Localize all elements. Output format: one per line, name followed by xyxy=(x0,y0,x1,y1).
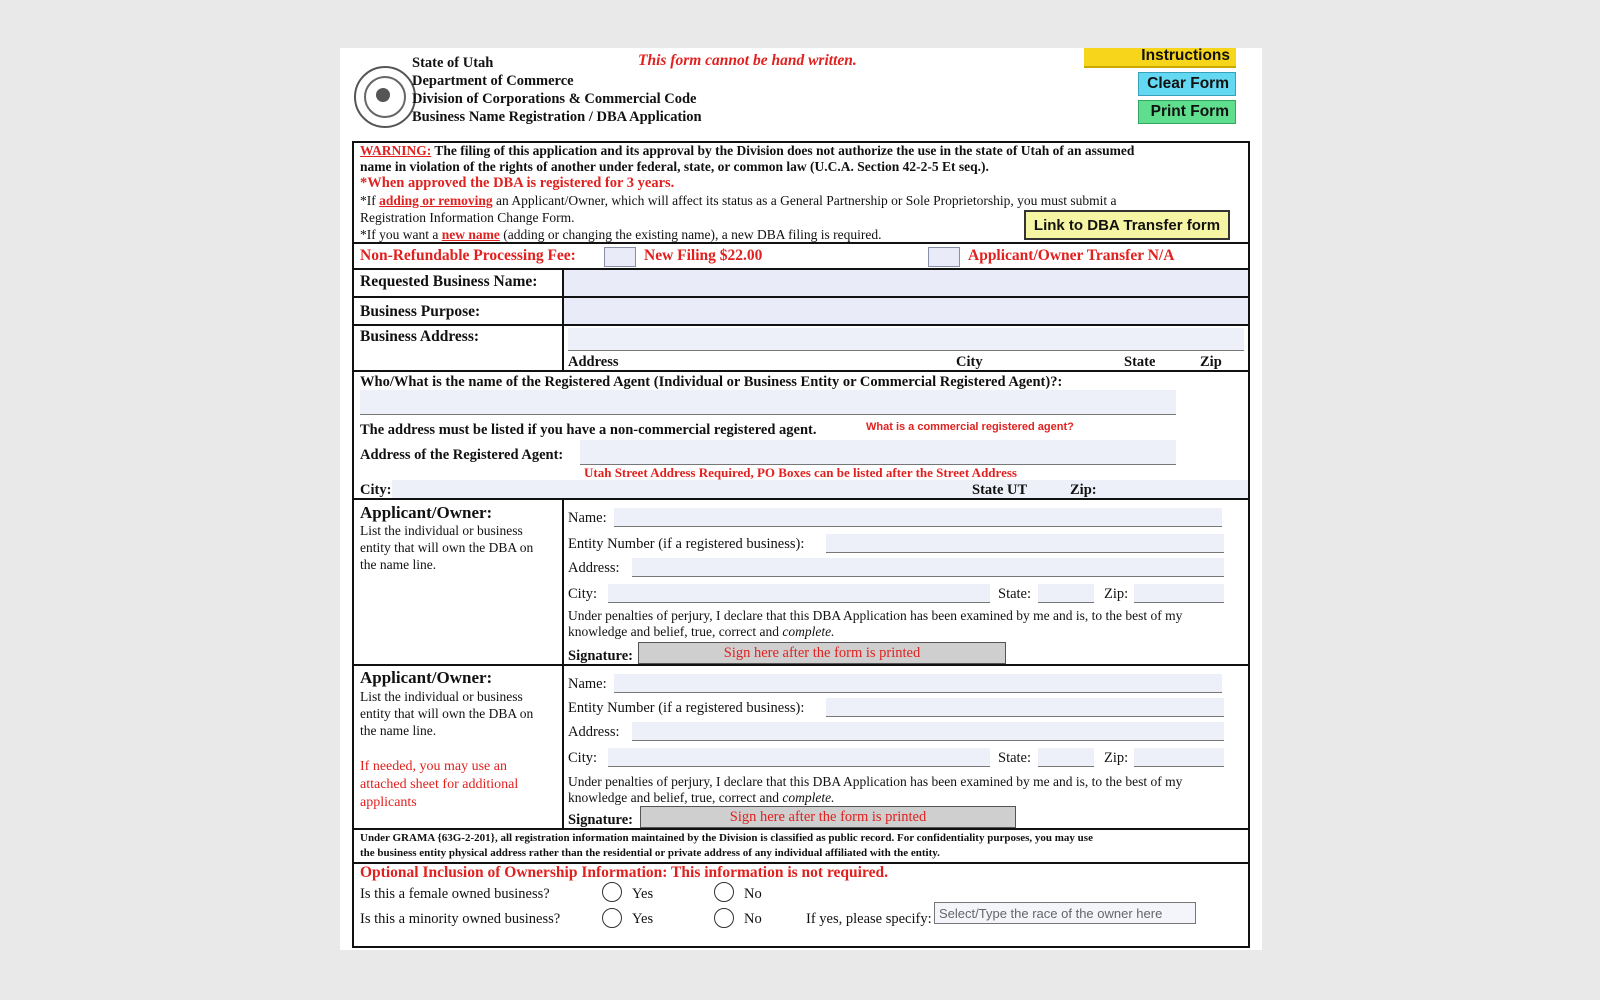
transfer-checkbox[interactable] xyxy=(928,247,960,267)
perjury-text: knowledge and belief, true, correct and xyxy=(568,624,780,639)
female-yes-label: Yes xyxy=(632,886,654,902)
extra-line: If needed, you may use an xyxy=(360,759,507,774)
warning-label: WARNING: xyxy=(360,143,432,158)
new-filing-label: New Filing $22.00 xyxy=(644,247,763,264)
owner-desc-line: the name line. xyxy=(360,557,437,572)
agent-zip-label: Zip: xyxy=(1070,482,1097,498)
owner-perjury xyxy=(568,608,1182,640)
agent-address-label: Address of the Registered Agent: xyxy=(360,447,564,463)
new-filing-checkbox[interactable] xyxy=(604,247,636,267)
handwritten-notice: This form cannot be hand written. xyxy=(638,52,857,69)
perjury-line xyxy=(568,624,1182,640)
female-no-radio[interactable] xyxy=(714,882,734,902)
owner-entity-input[interactable] xyxy=(826,698,1224,717)
divider xyxy=(352,664,1250,666)
business-purpose-label: Business Purpose: xyxy=(360,303,481,320)
agent-question: Who/What is the name of the Registered Agent (Individual or Business Entity or Commercial Registered Agent)?: xyxy=(360,374,1063,390)
if-prefix: *If xyxy=(360,193,376,208)
business-purpose-input[interactable] xyxy=(564,298,1248,324)
divider xyxy=(352,324,1250,326)
divider xyxy=(352,370,1250,372)
owner-state-input[interactable] xyxy=(1038,748,1094,767)
minority-no-label: No xyxy=(744,911,762,927)
agent-address-input[interactable] xyxy=(580,440,1176,465)
owner-entity-label: Entity Number (if a registered business): xyxy=(568,536,805,552)
agent-name-input[interactable] xyxy=(360,390,1176,415)
header-state: State of Utah xyxy=(412,55,494,71)
dba-transfer-button[interactable]: Link to DBA Transfer form xyxy=(1024,210,1230,240)
specify-label: If yes, please specify: xyxy=(806,911,932,927)
owner-state-label: State: xyxy=(998,586,1032,602)
header-division: Division of Corporations & Commercial Code xyxy=(412,91,697,107)
owner-address-label: Address: xyxy=(568,724,620,740)
business-address-label: Business Address: xyxy=(360,328,480,345)
optional-title: Optional Inclusion of Ownership Information: This information is not required. xyxy=(360,864,888,881)
business-name-label: Requested Business Name: xyxy=(360,273,538,290)
business-address-input[interactable] xyxy=(568,328,1244,351)
agent-must-list: The address must be listed if you have a non-commercial registered agent. xyxy=(360,422,817,438)
owner-desc-line: entity that will own the DBA on xyxy=(360,706,534,721)
owner-desc xyxy=(360,522,533,573)
address-column-label: Address xyxy=(568,354,619,370)
owner-title: Applicant/Owner: xyxy=(360,668,493,687)
female-yes-radio[interactable] xyxy=(602,882,622,902)
divider xyxy=(352,498,1250,500)
header-department: Department of Commerce xyxy=(412,73,574,89)
owner-signature-label: Signature: xyxy=(568,648,633,664)
perjury-text: knowledge and belief, true, correct and xyxy=(568,790,780,805)
business-name-input[interactable] xyxy=(564,270,1248,296)
owner-address-input[interactable] xyxy=(632,722,1224,741)
perjury-complete: complete. xyxy=(782,624,835,639)
warning-text2: name in violation of the rights of another under federal, state, or common law (U.C.A. Section 42-2-5 Et seq.). xyxy=(360,159,989,174)
owner-address-input[interactable] xyxy=(632,558,1224,577)
commercial-agent-link[interactable]: What is a commercial registered agent? xyxy=(866,421,1074,433)
grama-notice xyxy=(360,831,1093,861)
new-name-note xyxy=(360,227,882,243)
adding-removing-link[interactable]: adding or removing xyxy=(379,193,493,208)
perjury-line: Under penalties of perjury, I declare that this DBA Application has been examined by me and is, to the best of my xyxy=(568,774,1183,789)
extra-line: applicants xyxy=(360,795,417,810)
divider xyxy=(352,828,1250,830)
minority-yes-label: Yes xyxy=(632,911,654,927)
owner-state-input[interactable] xyxy=(1038,584,1094,603)
adding-removing-note xyxy=(360,193,1117,209)
state-seal-icon xyxy=(354,66,416,128)
header-form-title: Business Name Registration / DBA Application xyxy=(412,109,702,125)
owner-perjury xyxy=(568,774,1182,806)
change-form-text: Registration Information Change Form. xyxy=(360,210,575,225)
minority-no-radio[interactable] xyxy=(714,908,734,928)
owner-state-label: State: xyxy=(998,750,1032,766)
utah-address-note: Utah Street Address Required, PO Boxes can be listed after the Street Address xyxy=(584,465,1017,480)
owner-zip-input[interactable] xyxy=(1134,584,1224,603)
owner-signature-field[interactable]: Sign here after the form is printed xyxy=(640,806,1016,828)
owner-desc-line: the name line. xyxy=(360,723,437,738)
minority-yes-radio[interactable] xyxy=(602,908,622,928)
owner-desc xyxy=(360,688,533,739)
new-name-link[interactable]: new name xyxy=(441,227,500,242)
if-rest: an Applicant/Owner, which will affect its status as a General Partnership or Sole Proprietorship, you must submit a xyxy=(496,193,1117,208)
warning-line1 xyxy=(360,142,1240,159)
grama-line: the business entity physical address rather than the residential or private address of any individual affiliated with the entity. xyxy=(360,847,940,859)
owner-zip-label: Zip: xyxy=(1104,750,1129,766)
state-column-label: State xyxy=(1124,354,1156,370)
zip-column-label: Zip xyxy=(1200,354,1222,370)
race-select[interactable]: Select/Type the race of the owner here xyxy=(934,902,1196,924)
owner-zip-input[interactable] xyxy=(1134,748,1224,767)
instructions-button[interactable]: Instructions xyxy=(1084,48,1236,68)
agent-state-label: State UT xyxy=(972,482,1028,498)
extra-line: attached sheet for additional xyxy=(360,777,519,792)
additional-applicants-note xyxy=(360,758,518,812)
owner-desc-line: List the individual or business xyxy=(360,689,523,704)
owner-zip-label: Zip: xyxy=(1104,586,1129,602)
clear-form-button[interactable]: Clear Form xyxy=(1138,72,1236,96)
owner-name-label: Name: xyxy=(568,676,607,692)
owner-desc-line: entity that will own the DBA on xyxy=(360,540,534,555)
agent-city-label: City: xyxy=(360,482,392,498)
owner-city-label: City: xyxy=(568,750,598,766)
female-no-label: No xyxy=(744,886,762,902)
owner-name-label: Name: xyxy=(568,510,607,526)
owner-city-input[interactable] xyxy=(608,748,990,767)
perjury-line xyxy=(568,790,1182,806)
fee-label: Non-Refundable Processing Fee: xyxy=(360,247,576,264)
owner-desc-line: List the individual or business xyxy=(360,523,523,538)
transfer-label: Applicant/Owner Transfer N/A xyxy=(968,247,1175,264)
owner-entity-label: Entity Number (if a registered business): xyxy=(568,700,805,716)
city-column-label: City xyxy=(956,354,983,370)
owner-entity-input[interactable] xyxy=(826,534,1224,553)
new-rest: (adding or changing the existing name), a new DBA filing is required. xyxy=(503,227,882,242)
perjury-line: Under penalties of perjury, I declare that this DBA Application has been examined by me and is, to the best of my xyxy=(568,608,1183,623)
owner-name-input[interactable] xyxy=(614,508,1222,527)
form-page xyxy=(340,48,1262,950)
grama-line: Under GRAMA {63G-2-201}, all registration information maintained by the Division is classified as public record. For confidentiality purposes, you may use xyxy=(360,832,1093,844)
owner-city-label: City: xyxy=(568,586,598,602)
agent-city-input[interactable] xyxy=(392,480,1248,498)
perjury-complete: complete. xyxy=(782,790,835,805)
divider xyxy=(352,242,1250,244)
minority-owned-question: Is this a minority owned business? xyxy=(360,911,561,927)
new-prefix: *If you want a xyxy=(360,227,439,242)
owner-signature-label: Signature: xyxy=(568,812,633,828)
approved-note: *When approved the DBA is registered for 3 years. xyxy=(360,175,675,191)
warning-text1: The filing of this application and its approval by the Division does not authorize the use in the state of Utah of an assumed xyxy=(434,143,1135,158)
owner-title: Applicant/Owner: xyxy=(360,503,493,522)
owner-city-input[interactable] xyxy=(608,584,990,603)
female-owned-question: Is this a female owned business? xyxy=(360,886,550,902)
owner-signature-field[interactable]: Sign here after the form is printed xyxy=(638,642,1006,664)
owner-name-input[interactable] xyxy=(614,674,1222,693)
owner-address-label: Address: xyxy=(568,560,620,576)
print-form-button[interactable]: Print Form xyxy=(1138,100,1236,124)
